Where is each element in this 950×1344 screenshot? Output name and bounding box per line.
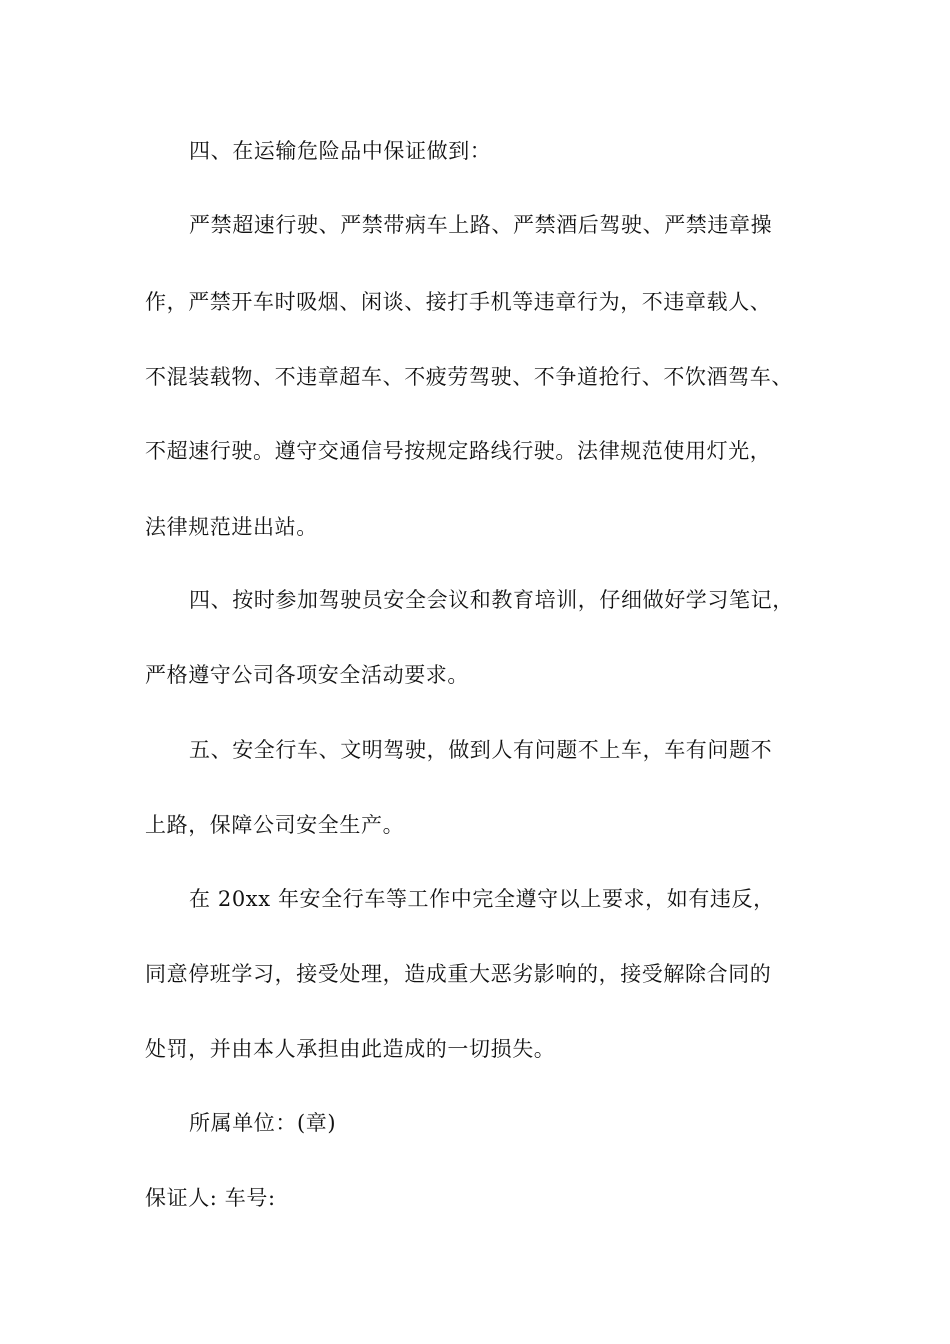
paragraph-line: 严格遵守公司各项安全活动要求。 <box>145 663 469 687</box>
section-heading-transport: 四、在运输危险品中保证做到： <box>189 139 492 163</box>
paragraph-line: 处罚，并由本人承担由此造成的一切损失。 <box>145 1037 556 1061</box>
paragraph-line: 不混装载物、不违章超车、不疲劳驾驶、不争道抢行、不饮酒驾车、 <box>145 365 793 389</box>
guarantor-label: 保证人: 车号: <box>145 1186 276 1210</box>
paragraph-line: 四、按时参加驾驶员安全会议和教育培训，仔细做好学习笔记， <box>189 588 794 612</box>
paragraph-line: 作，严禁开车时吸烟、闲谈、接打手机等违章行为，不违章载人、 <box>145 290 772 314</box>
paragraph-line: 同意停班学习，接受处理，造成重大恶劣影响的，接受解除合同的 <box>145 962 772 986</box>
paragraph-line: 不超速行驶。遵守交通信号按规定路线行驶。法律规范使用灯光， <box>145 439 772 463</box>
paragraph-line: 五、安全行车、文明驾驶，做到人有问题不上车，车有问题不 <box>189 738 773 762</box>
paragraph-line: 法律规范进出站。 <box>145 515 318 539</box>
paragraph-line: 上路，保障公司安全生产。 <box>145 813 405 837</box>
paragraph-line: 在 20xx 年安全行车等工作中完全遵守以上要求，如有违反， <box>189 887 775 911</box>
unit-stamp-label: 所属单位：(章) <box>189 1111 337 1135</box>
paragraph-line: 严禁超速行驶、严禁带病车上路、严禁酒后驾驶、严禁违章操 <box>189 213 773 237</box>
